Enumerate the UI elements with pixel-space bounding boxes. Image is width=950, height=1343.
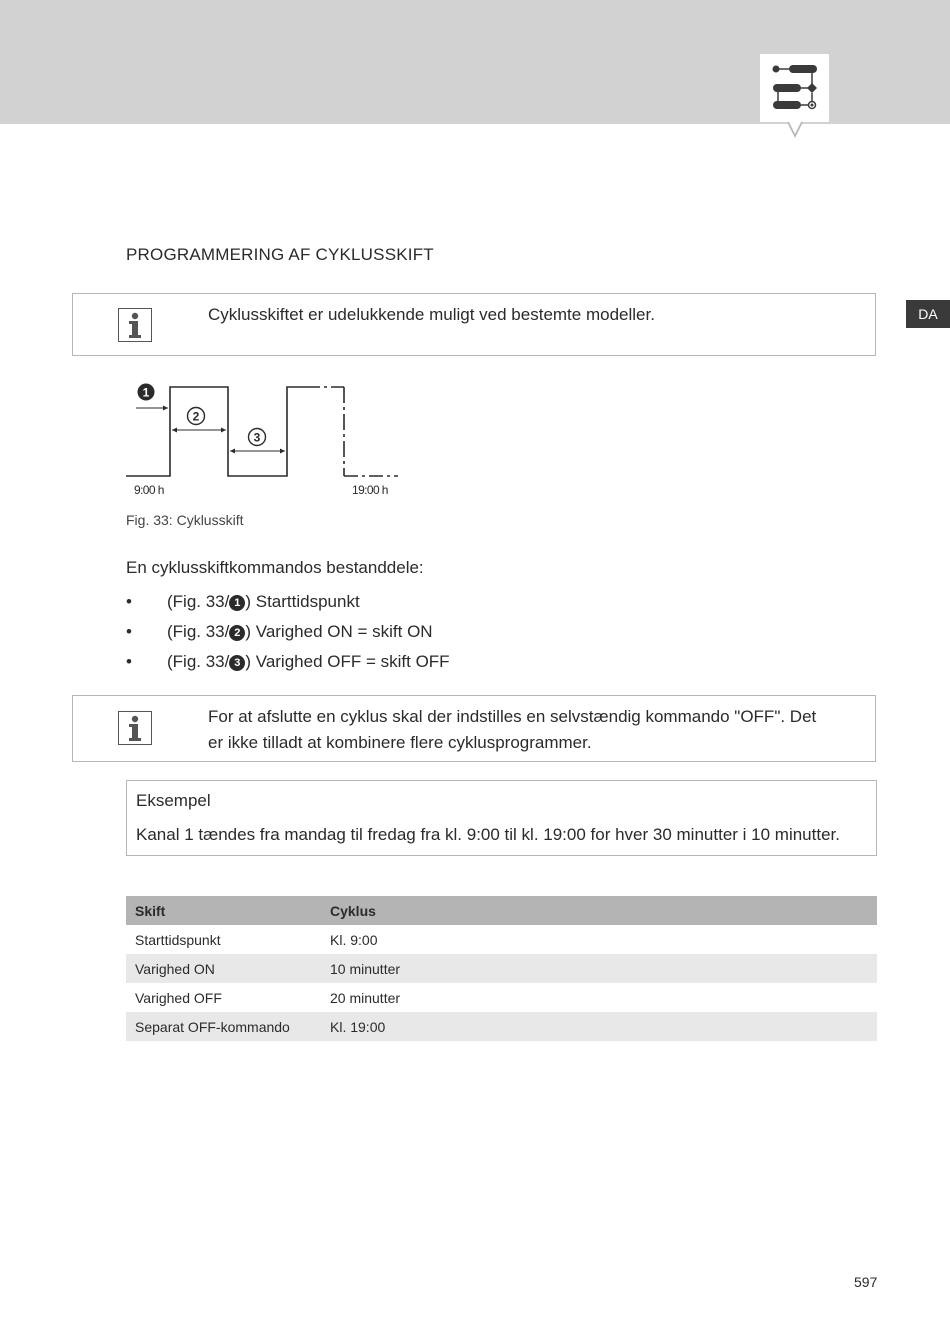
number-badge: 2 (229, 625, 245, 641)
bullet-icon: • (126, 652, 132, 671)
example-box (126, 780, 877, 856)
list-item (126, 650, 450, 680)
svg-text:1: 1 (142, 385, 150, 400)
list-item-label: ) Varighed ON = skift ON (245, 622, 433, 641)
program-flow-icon (760, 54, 829, 122)
table-cell: Separat OFF-kommando (126, 1012, 321, 1041)
figure-caption: Fig. 33: Cyklusskift (126, 512, 244, 528)
table-cell: Varighed ON (126, 954, 321, 983)
example-text: Kanal 1 tændes fra mandag til fredag fra kl. 9:00 til kl. 19:00 for hver 30 minutter i 10 minutter. (136, 825, 840, 844)
svg-text:2: 2 (192, 409, 200, 424)
shift-table (126, 896, 877, 1041)
parts-list (126, 590, 450, 680)
table-row (126, 1012, 877, 1041)
table-cell: Starttidspunkt (135, 931, 221, 948)
bullet-icon: • (126, 592, 132, 611)
cycle-switch-diagram (122, 378, 412, 503)
table-cell: 10 minutter (321, 954, 877, 983)
number-badge: 1 (229, 595, 245, 611)
table-cell: Kl. 19:00 (321, 1012, 877, 1041)
parts-intro: En cyklusskiftkommandos bestanddele: (126, 558, 424, 577)
page-number: 597 (854, 1274, 878, 1290)
list-item-label: ) Varighed OFF = skift OFF (245, 652, 450, 671)
list-item-label: ) Starttidspunkt (245, 592, 360, 611)
bullet-icon: • (126, 622, 132, 641)
list-item (126, 620, 450, 650)
table-header-row (126, 896, 877, 925)
table-cell: 20 minutter (330, 989, 401, 1006)
table-row (126, 983, 877, 1012)
table-row (126, 954, 877, 983)
table-header-shift: Skift (126, 896, 321, 925)
number-badge: 3 (229, 655, 245, 671)
table-row (126, 925, 877, 954)
info-icon (118, 308, 152, 342)
table-cell: Kl. 9:00 (330, 931, 378, 948)
language-tab: DA (906, 300, 950, 328)
list-item (126, 590, 450, 620)
svg-text:3: 3 (253, 430, 261, 445)
section-title: PROGRAMMERING AF CYKLUSSKIFT (126, 245, 434, 264)
table-cell: Varighed OFF (135, 989, 222, 1006)
note-box-2 (72, 695, 876, 762)
chapter-icon-box (760, 54, 829, 122)
note-text-1: Cyklusskiftet er udelukkende muligt ved bestemte modeller. (208, 305, 655, 324)
list-item-prefix: (Fig. 33/ (167, 592, 230, 611)
figure-end-time: 19:00 h (352, 483, 388, 497)
chapter-pointer-inner (789, 122, 801, 134)
example-title: Eksempel (136, 791, 211, 810)
note-box-1 (72, 293, 876, 356)
figure-marker-1 (138, 384, 155, 401)
list-item-prefix: (Fig. 33/ (167, 652, 230, 671)
figure-start-time: 9:00 h (134, 483, 164, 497)
note-text-2: For at afslutte en cyklus skal der indstilles en selvstændig kommando "OFF". Det er ikke tilladt at kombinere flere cyklusprogrammer. (208, 707, 817, 752)
info-icon (118, 711, 152, 745)
figure-marker-2 (188, 408, 205, 425)
figure-marker-3 (249, 429, 266, 446)
list-item-prefix: (Fig. 33/ (167, 622, 230, 641)
table-header-cycle: Cyklus (321, 896, 877, 925)
